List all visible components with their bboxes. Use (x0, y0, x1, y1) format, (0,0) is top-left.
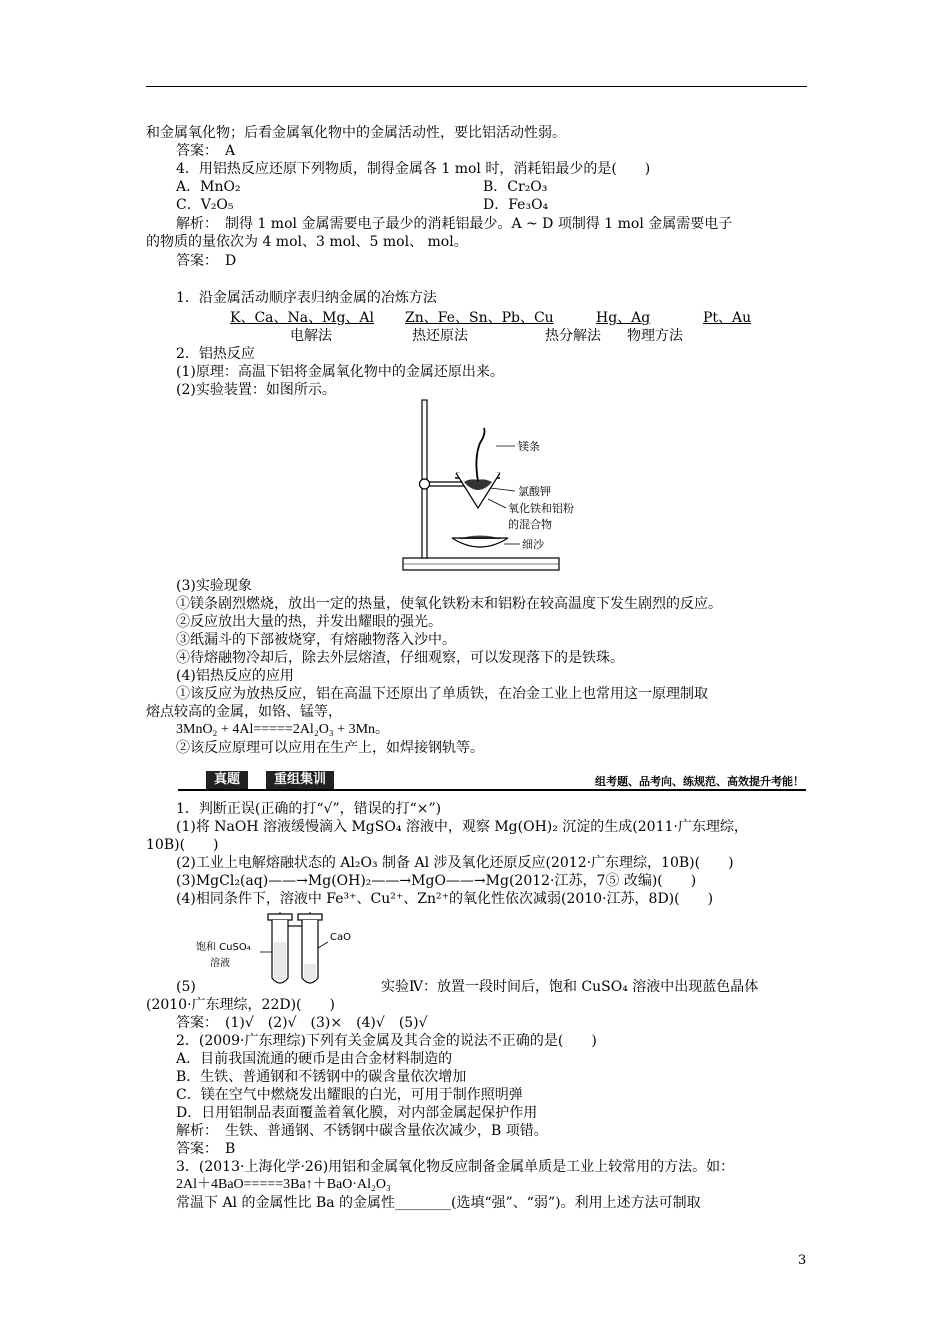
text-line: ①镁条剧烈燃烧，放出一定的热量，使氧化铁粉末和铝粉在较高温度下发生剧烈的反应。 (176, 596, 722, 612)
section-heading: 2．铝热反应 (176, 346, 255, 362)
text-line: 熔点较高的金属，如铬、锰等， (146, 704, 342, 720)
text-line: (2)实验装置：如图所示。 (176, 382, 336, 398)
question-4: 4．用铝热反应还原下列物质，制得金属各 1 mol 时，消耗铝最少的是( ) (176, 161, 651, 177)
section-banner (178, 770, 806, 792)
cuso4-label-2: 溶液 (210, 958, 230, 969)
text-line: (2010·广东理综，22D)( ) (146, 997, 335, 1013)
option-a: A．目前我国流通的硬币是由合金材料制造的 (176, 1051, 453, 1067)
analysis-line: 解析： 生铁、普通钢、不锈钢中碳含量依次减少，B 项错。 (176, 1123, 548, 1139)
text-line: 实验Ⅳ：放置一段时间后，饱和 CuSO₄ 溶液中出现蓝色晶体 (381, 979, 759, 995)
method-2: 热还原法 (412, 328, 468, 344)
answer-line: 答案： B (176, 1141, 236, 1157)
text-line: ②反应放出大量的热，并发出耀眼的强光。 (176, 614, 442, 630)
metal-group-2: Zn、Fe、Sn、Pb、Cu (405, 310, 554, 326)
answer-line: 答案： D (176, 253, 237, 269)
text-line: 常温下 Al 的金属性比 Ba 的金属性________(选填“强”、“弱”)。利用上述方法可制取 (176, 1195, 701, 1211)
metal-group-4: Pt、Au (703, 310, 752, 326)
potassium-chlorate-label: 氯酸钾 (518, 485, 551, 498)
item-5-number: (5) (176, 979, 196, 995)
metal-group-1: K、Ca、Na、Mg、Al (230, 310, 374, 326)
option-c: C．V₂O₅ (176, 197, 234, 213)
text-line: ②该反应原理可以应用在生产上，如焊接钢轨等。 (176, 740, 484, 756)
analysis-line: 解析： 制得 1 mol 金属需要电子最少的消耗铝最少。A ~ D 项制得 1 mol 金属需要电子 (176, 216, 733, 232)
banner-tag-1: 真题 (206, 771, 248, 789)
text-line: (1)原理：高温下铝将金属氧化物中的金属还原出来。 (176, 364, 504, 380)
thermite-apparatus-figure (400, 398, 600, 576)
sand-label: 细沙 (522, 538, 544, 551)
text-line: (2)工业上电解熔融状态的 Al₂O₃ 制备 Al 涉及氧化还原反应(2012·广东理综，10B)( ) (176, 855, 734, 871)
text-line: (1)将 NaOH 溶液缓慢滴入 MgSO₄ 溶液中，观察 Mg(OH)₂ 沉淀的生成(2011·广东理综， (176, 819, 748, 835)
method-4: 物理方法 (627, 328, 683, 344)
header-rule (146, 86, 807, 87)
text-line: (4)相同条件下，溶液中 Fe³⁺、Cu²⁺、Zn²⁺的氧化性依次减弱(2010·江苏，8D)( ) (176, 891, 714, 907)
metal-group-3: Hg、Ag (596, 310, 651, 326)
method-3: 热分解法 (545, 328, 601, 344)
page-number: 3 (798, 1253, 807, 1268)
text-line: (3)MgCl₂(aq)——→Mg(OH)₂——→MgO——→Mg(2012·江苏，7⑤ 改编)( ) (176, 873, 697, 889)
answer-line: 答案： A (176, 143, 236, 159)
cuso4-label-1: 饱和 CuSO₄ (196, 942, 251, 953)
question-1: 1．判断正误(正确的打“√”，错误的打“×”) (176, 801, 442, 817)
magnesium-strip-label: 镁条 (518, 440, 540, 453)
text-line: ③纸漏斗的下部被烧穿，有熔融物落入沙中。 (176, 632, 456, 648)
option-b: B．生铁、普通钢和不锈钢中的碳含量依次增加 (176, 1069, 467, 1085)
text-line: ①该反应为放热反应，铝在高温下还原出了单质铁，在冶金工业上也常用这一原理制取 (176, 686, 708, 702)
section-heading: (4)铝热反应的应用 (176, 668, 294, 684)
section-heading: (3)实验现象 (176, 578, 252, 594)
text-line: 10B)( ) (146, 837, 219, 853)
banner-rule (178, 789, 806, 791)
option-a: A．MnO₂ (176, 179, 241, 195)
option-d: D．Fe₃O₄ (483, 197, 549, 213)
method-1: 电解法 (290, 328, 332, 344)
text-line: 的物质的量依次为 4 mol、3 mol、5 mol、 mol。 (146, 234, 468, 250)
section-heading: 1．沿金属活动顺序表归纳金属的冶炼方法 (176, 290, 437, 306)
mixture-label-2: 的混合物 (508, 518, 552, 531)
option-d: D．日用铝制品表面覆盖着氧化膜，对内部金属起保护作用 (176, 1105, 538, 1121)
cao-label: CaO (330, 932, 351, 943)
equation: 2Al＋4BaO=====3Ba↑＋BaO·Al₂O₃ (176, 1177, 391, 1192)
mixture-label-1: 氧化铁和铝粉 (508, 502, 574, 515)
equation: 3MnO₂ + 4Al=====2Al₂O₃ + 3Mn。 (176, 722, 390, 737)
option-b: B．Cr₂O₃ (483, 179, 548, 195)
test-tube-figure (196, 912, 366, 990)
question-3: 3．(2013·上海化学·26)用铝和金属氧化物反应制备金属单质是工业上较常用的方法。如： (176, 1159, 735, 1175)
answer-line: 答案： (1)√ (2)√ (3)× (4)√ (5)√ (176, 1015, 428, 1031)
banner-tag-2: 重组集训 (266, 771, 334, 789)
banner-slogan: 组考题、品考向、练规范、高效提升考能！ (595, 775, 804, 788)
text-line: ④待熔融物冷却后，除去外层熔渣，仔细观察，可以发现落下的是铁珠。 (176, 650, 624, 666)
text-line: 和金属氧化物；后看金属氧化物中的金属活动性，要比铝活动性弱。 (146, 125, 566, 141)
option-c: C．镁在空气中燃烧发出耀眼的白光，可用于制作照明弹 (176, 1087, 523, 1103)
question-2: 2．(2009·广东理综)下列有关金属及其合金的说法不正确的是( ) (176, 1033, 597, 1049)
